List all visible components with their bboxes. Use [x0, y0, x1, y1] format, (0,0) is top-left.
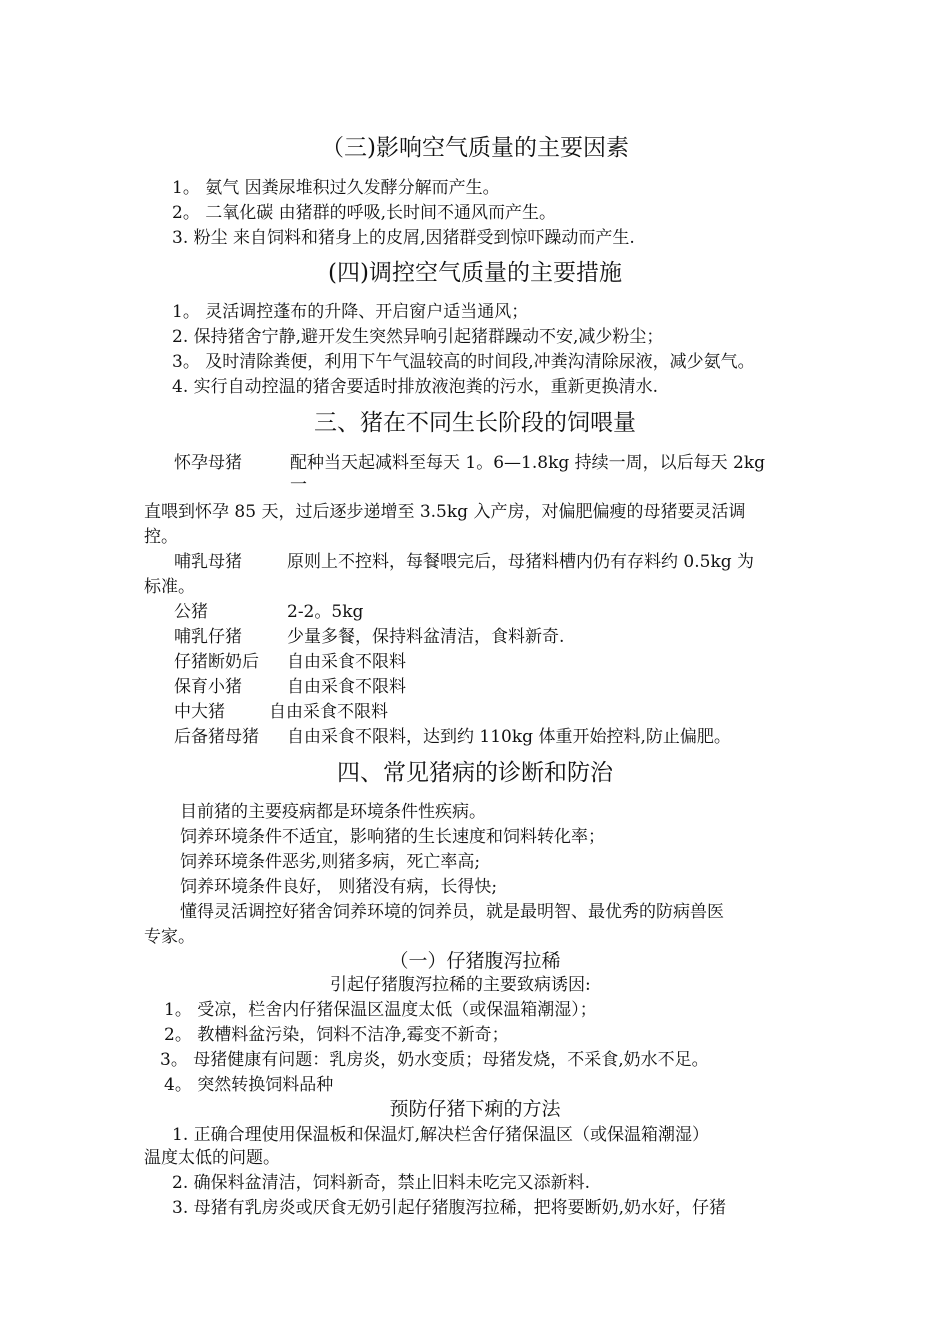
feeding-label-suckling-piglet: 哺乳仔猪	[174, 627, 242, 647]
air-measure-item-3: 3。 及时清除粪便，利用下午气温较高的时间段,冲粪沟清除尿液，减少氨气。	[172, 352, 755, 372]
feeding-value-grower-pig: 自由采食不限料	[269, 702, 388, 722]
subsection-title-prevention: 预防仔猪下痢的方法	[389, 1098, 561, 1120]
disease-para-3: 饲养环境条件恶劣,则猪多病，死亡率高;	[180, 852, 481, 872]
disease-para-2: 饲养环境条件不适宜，影响猪的生长速度和饲料转化率；	[180, 827, 605, 847]
feeding-value-nursery-pig: 自由采食不限料	[287, 677, 406, 697]
section-title-feeding: 三、猪在不同生长阶段的饲喂量	[314, 410, 636, 436]
feeding-value-boar: 2-2。5kg	[287, 602, 364, 622]
air-measure-item-1: 1。 灵活调控蓬布的升降、开启窗户适当通风；	[172, 302, 529, 322]
diarrhea-cause-3: 3。 母猪健康有问题：乳房炎，奶水变质；母猪发烧，不采食,奶水不足。	[160, 1050, 709, 1070]
feeding-label-pregnant: 怀孕母猪	[174, 453, 242, 473]
air-measure-item-2: 2. 保持猪舍宁静,避开发生突然异响引起猪群躁动不安,减少粉尘；	[172, 327, 664, 347]
air-factor-item-2: 2。 二氧化碳 由猪群的呼吸,长时间不通风而产生。	[172, 203, 557, 223]
air-factor-item-3: 3. 粉尘 来自饲料和猪身上的皮屑,因猪群受到惊吓躁动而产生.	[172, 228, 635, 248]
disease-para-1: 目前猪的主要疫病都是环境条件性疾病。	[180, 802, 486, 822]
diarrhea-cause-1: 1。 受凉，栏舍内仔猪保温区温度太低（或保温箱潮湿）；	[164, 1000, 597, 1020]
disease-para-5-cont: 专家。	[144, 927, 195, 947]
feeding-value-gilt: 自由采食不限料，达到约 110kg 体重开始控料,防止偏肥。	[287, 727, 731, 747]
section-title-air-measures: (四)调控空气质量的主要措施	[328, 260, 622, 286]
air-measure-item-4: 4. 实行自动控温的猪舍要适时排放液泡粪的污水，重新更换清水.	[172, 377, 659, 397]
disease-para-5: 懂得灵活调控好猪舍饲养环境的饲养员，就是最明智、最优秀的防病兽医	[180, 902, 724, 922]
prevention-item-1-cont: 温度太低的问题。	[144, 1148, 280, 1168]
feeding-label-lactating: 哺乳母猪	[174, 552, 242, 572]
diarrhea-cause-2: 2。 教槽料盆污染，饲料不洁净,霉变不新奇；	[164, 1025, 509, 1045]
feeding-label-weaned-piglet: 仔猪断奶后	[174, 652, 259, 672]
feeding-lactating-line-2: 标准。	[144, 577, 195, 597]
feeding-value-pregnant: 配种当天起减料至每天 1。6—1.8kg 持续一周，以后每天 2kg	[290, 453, 766, 473]
feeding-pregnant-line-3: 控。	[144, 527, 178, 547]
feeding-label-gilt: 后备猪母猪	[174, 727, 259, 747]
section-title-disease: 四、常见猪病的诊断和防治	[337, 760, 613, 786]
prevention-item-3: 3. 母猪有乳房炎或厌食无奶引起仔猪腹泻拉稀，把将要断奶,奶水好，仔猪	[172, 1198, 727, 1218]
feeding-label-boar: 公猪	[174, 602, 208, 622]
diarrhea-cause-4: 4。 突然转换饲料品种	[164, 1075, 334, 1095]
section-title-air-factors: （三)影响空气质量的主要因素	[321, 135, 629, 161]
prevention-item-1: 1. 正确合理使用保温板和保温灯,解决栏舍仔猪保温区（或保温箱潮湿）	[172, 1125, 710, 1145]
feeding-value-suckling-piglet: 少量多餐，保持料盆清洁，食料新奇.	[287, 627, 565, 647]
feeding-pregnant-line-2: 直喂到怀孕 85 天，过后逐步递增至 3.5kg 入产房，对偏肥偏瘦的母猪要灵活调	[144, 502, 746, 522]
feeding-value-weaned-piglet: 自由采食不限料	[287, 652, 406, 672]
feeding-label-grower-pig: 中大猪	[174, 702, 225, 722]
disease-para-4: 饲养环境条件良好， 则猪没有病，长得快;	[180, 877, 498, 897]
feeding-value-lactating: 原则上不控料，每餐喂完后，母猪料槽内仍有存料约 0.5kg 为	[287, 552, 755, 572]
prevention-item-2: 2. 确保料盆清洁，饲料新奇，禁止旧料未吃完又添新料.	[172, 1173, 591, 1193]
feeding-label-nursery-pig: 保育小猪	[174, 677, 242, 697]
air-factor-item-1: 1。 氨气 因粪尿堆积过久发酵分解而产生。	[172, 178, 500, 198]
subsection-title-diarrhea: （一）仔猪腹泻拉稀	[389, 950, 561, 972]
feeding-value-pregnant-dash: 一	[290, 475, 307, 495]
diarrhea-subtitle: 引起仔猪腹泻拉稀的主要致病诱因:	[330, 975, 591, 995]
